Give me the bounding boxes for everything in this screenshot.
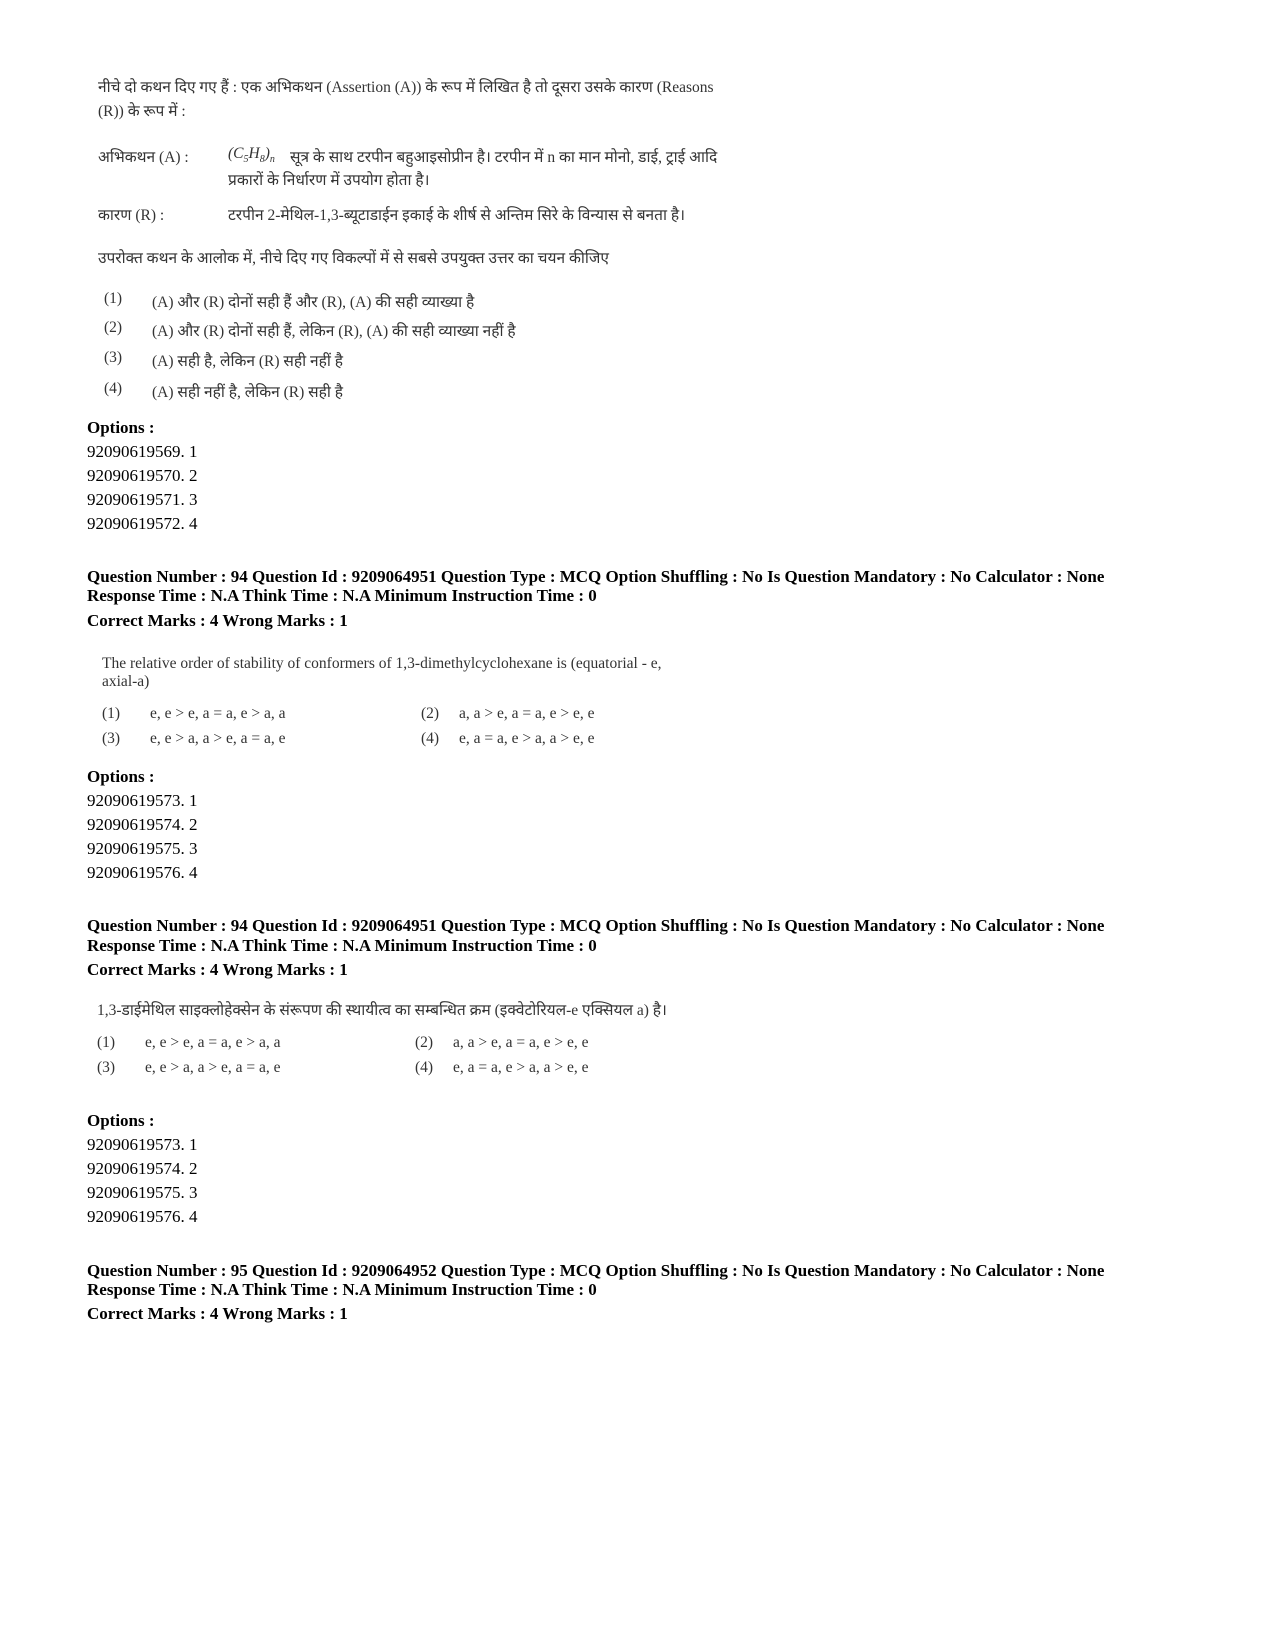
option-id: 92090619571. 3 (87, 490, 198, 509)
q94-choice-num: (2) (421, 705, 440, 722)
options-label: Options : (87, 418, 155, 437)
q94-choice-num: (4) (421, 730, 440, 747)
question-marks: Correct Marks : 4 Wrong Marks : 1 (87, 1304, 348, 1323)
option-id: 92090619574. 2 (87, 815, 198, 834)
q94-hi-choice-num: (4) (415, 1059, 434, 1076)
question-meta-line1: Question Number : 95 Question Id : 9209064952 Question Type : MCQ Option Shuffling : No Is Question Mandatory : No Calculator : None (87, 1261, 1105, 1280)
q94-choice-text: e, a = a, e > a, a > e, e (459, 730, 595, 747)
q93-assertion-label: अभिकथन (A) : (98, 149, 189, 166)
q94-choice-text: a, a > e, a = a, e > e, e (459, 705, 595, 722)
q94-hi-question-line1: 1,3-डाईमेथिल साइक्लोहेक्सेन के संरूपण की स्थायीत्व का सम्बन्धित क्रम (इक्वेटोरियल-e एक्सियल a) है। (97, 1002, 667, 1019)
q93-assertion-line1: सूत्र के साथ टरपीन बहुआइसोप्रीन है। टरपीन में n का मान मोनो, डाई, ट्राई आदि (290, 149, 718, 166)
q94-hi-choice-text: a, a > e, a = a, e > e, e (453, 1034, 589, 1051)
question-marks: Correct Marks : 4 Wrong Marks : 1 (87, 960, 348, 979)
q94-hi-choice-num: (3) (97, 1059, 116, 1076)
q94-question-line2: axial-a) (102, 673, 150, 690)
question-meta-line2: Response Time : N.A Think Time : N.A Minimum Instruction Time : 0 (87, 1280, 597, 1299)
question-marks: Correct Marks : 4 Wrong Marks : 1 (87, 611, 348, 630)
option-id: 92090619575. 3 (87, 1183, 198, 1202)
option-id: 92090619573. 1 (87, 1135, 198, 1154)
q94-hi-choice-num: (2) (415, 1034, 434, 1051)
q93-choice-text: (A) सही है, लेकिन (R) सही नहीं है (152, 353, 343, 370)
option-id: 92090619574. 2 (87, 1159, 198, 1178)
q94-hi-choice-text: e, e > e, a = a, e > a, a (145, 1034, 281, 1051)
question-meta-line2: Response Time : N.A Think Time : N.A Minimum Instruction Time : 0 (87, 936, 597, 955)
q93-intro-line1: नीचे दो कथन दिए गए हैं : एक अभिकथन (Assertion (A)) के रूप में लिखित है तो दूसरा उसके कारण (Reasons (98, 79, 714, 96)
q93-choice-text: (A) और (R) दोनों सही हैं और (R), (A) की सही व्याख्या है (152, 294, 475, 311)
options-label: Options : (87, 767, 155, 786)
option-id: 92090619575. 3 (87, 839, 198, 858)
option-id: 92090619570. 2 (87, 466, 198, 485)
q93-instruction: उपरोक्त कथन के आलोक में, नीचे दिए गए विकल्पों में से सबसे उपयुक्त उत्तर का चयन कीजिए (98, 250, 609, 267)
q94-choice-num: (1) (102, 705, 121, 722)
q94-choice-num: (3) (102, 730, 121, 747)
q94-hi-choice-num: (1) (97, 1034, 116, 1051)
q93-intro-line2: (R)) के रूप में : (98, 103, 186, 120)
option-id: 92090619569. 1 (87, 442, 198, 461)
q93-reason-text: टरपीन 2-मेथिल-1,3-ब्यूटाडाईन इकाई के शीर्ष से अन्तिम सिरे के विन्यास से बनता है। (228, 207, 685, 224)
q94-choice-text: e, e > e, a = a, e > a, a (150, 705, 286, 722)
options-label: Options : (87, 1111, 155, 1130)
q93-choice-num: (3) (104, 349, 123, 366)
q94-question-line1: The relative order of stability of conformers of 1,3-dimethylcyclohexane is (equatorial - e, (102, 655, 662, 672)
q93-choice-text: (A) सही नहीं है, लेकिन (R) सही है (152, 384, 343, 401)
q93-assertion-line2: प्रकारों के निर्धारण में उपयोग होता है। (228, 172, 430, 189)
q93-choice-num: (4) (104, 380, 123, 397)
q93-reason-label: कारण (R) : (98, 207, 165, 224)
q93-choice-num: (2) (104, 319, 123, 336)
q93-choice-text: (A) और (R) दोनों सही हैं, लेकिन (R), (A) की सही व्याख्या नहीं है (152, 323, 516, 340)
question-meta-line1: Question Number : 94 Question Id : 9209064951 Question Type : MCQ Option Shuffling : No Is Question Mandatory : No Calculator : None (87, 916, 1105, 935)
q93-choice-num: (1) (104, 290, 123, 307)
q94-hi-choice-text: e, e > a, a > e, a = a, e (145, 1059, 281, 1076)
option-id: 92090619573. 1 (87, 791, 198, 810)
option-id: 92090619576. 4 (87, 863, 198, 882)
option-id: 92090619572. 4 (87, 514, 198, 533)
q93-assertion-formula: $(C_5H_8)_n$ (228, 145, 275, 166)
option-id: 92090619576. 4 (87, 1207, 198, 1226)
q94-choice-text: e, e > a, a > e, a = a, e (150, 730, 286, 747)
question-meta-line1: Question Number : 94 Question Id : 9209064951 Question Type : MCQ Option Shuffling : No Is Question Mandatory : No Calculator : None (87, 567, 1105, 586)
question-meta-line2: Response Time : N.A Think Time : N.A Minimum Instruction Time : 0 (87, 586, 597, 605)
q94-hi-choice-text: e, a = a, e > a, a > e, e (453, 1059, 589, 1076)
